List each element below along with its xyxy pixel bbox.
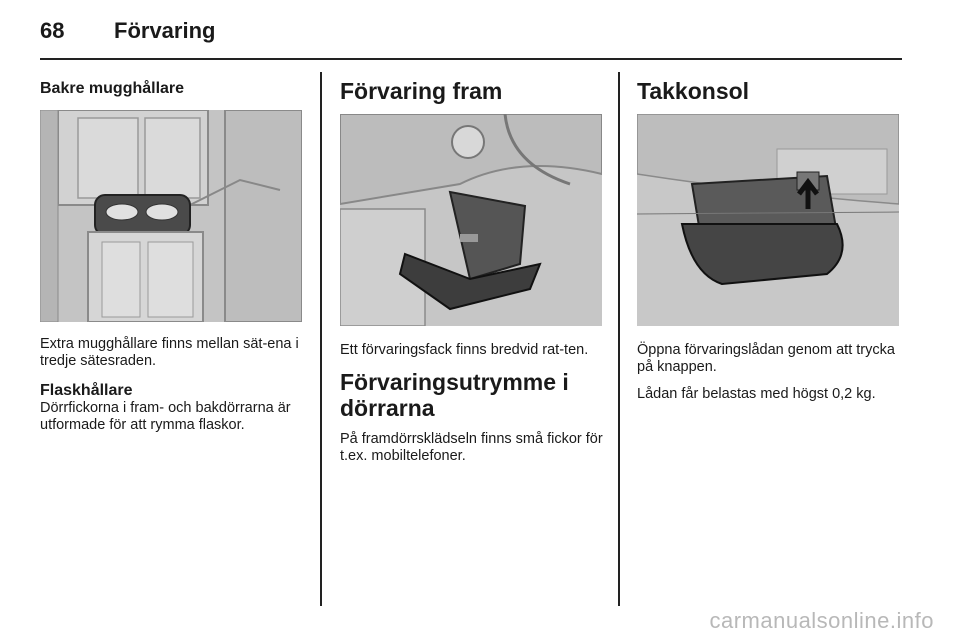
column-rear-cupholder <box>40 72 304 444</box>
para-door-storage: På framdörrsklädseln finns små fickor för t.ex. mobiltelefoner. <box>340 431 603 464</box>
para-front-storage: Ett förvaringsfack finns bredvid rat-ten. <box>340 342 589 358</box>
header-rule <box>40 58 902 60</box>
para-bottle-holder: Dörrfickorna i fram- och bakdörrarna är utformade för att rymma flaskor. <box>40 400 291 433</box>
watermark-logo: carmanualsonline.info <box>709 608 934 633</box>
para-extra-cupholder: Extra mugghållare finns mellan sät-ena i tredje sätesraden. <box>40 336 299 369</box>
page-number: 68 <box>40 18 65 43</box>
column-front-storage <box>340 72 604 475</box>
rear-cupholder-illustration <box>40 110 302 322</box>
overhead-console-illustration <box>637 114 899 326</box>
section-heading-overhead-console: Takkonsol <box>637 78 750 104</box>
column-divider-1 <box>320 72 322 606</box>
section-heading-door-storage: Förvaringsutrymme i dörrarna <box>340 369 569 421</box>
para-open-drawer: Öppna förvaringslådan genom att trycka på knappen. <box>637 342 895 375</box>
section-heading-front-storage: Förvaring fram <box>340 78 503 104</box>
section-heading-rear-cupholder: Bakre mugghållare <box>40 80 185 97</box>
subheading-bottle-holder: Flaskhållare <box>40 382 133 399</box>
front-storage-illustration <box>340 114 602 326</box>
column-overhead-console <box>637 72 901 413</box>
para-max-load: Lådan får belastas med högst 0,2 kg. <box>637 386 876 402</box>
chapter-title: Förvaring <box>114 18 216 43</box>
column-divider-2 <box>618 72 620 606</box>
